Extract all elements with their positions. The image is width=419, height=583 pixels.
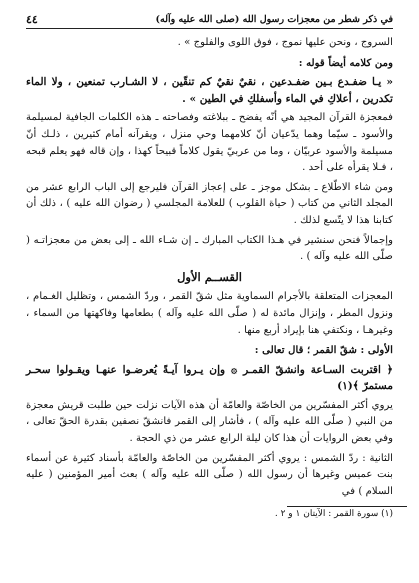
quoted-saying: « يـا ضفـدع بـين ضفـدعين ، نقيٌ نقيٌ كم تنقّين ، لا الشـارب تمنعين ، ولا الماء تكدرين ، أعلاكِ في الماء وأسفلكِ في الطين » . (26, 76, 393, 105)
page-header (26, 10, 393, 29)
quran-verse: ﴿ اقتربت السـاعة وانشقّ القمـر ۞ وإن يـروا آيـةً يُعرضـوا عنهـا ويقـولوا سحـر مستمرّ ﴾(١) (26, 363, 393, 393)
paragraph: الثانية : ردّ الشمس : يروي أكثر المفسّرين من الخاصّة والعامّة بأسناد كثيرة عن أسماء بنت عميس وغيرها أن رسول الله ( صلّى الله عليه وآله ) بعث أمير المؤمنين ( عليه السلام ) في (26, 452, 393, 497)
subsection-heading: الأولى : شقّ القمر ؛ قال تعالى : (254, 344, 393, 357)
footnote-divider (287, 506, 407, 507)
page-header-title: في ذكر شطر من معجزات رسول الله (صلى الله عليه وآله) (155, 13, 393, 25)
paragraph: ومن شاء الاطّلاع ـ بشكل موجز ـ على إعجاز القرآن فليرجع إلى الباب الرابع عشر من المجلد الثاني من كتاب ( حياة القلوب ) للعلامة المجلسي ( رضوان الله عليه ) ، ذلك أن كتابنا هذا لا يتّسع لذلك . (26, 181, 393, 226)
paragraph: يروي أكثر المفسّرين من الخاصّة والعامّة أن هذه الآيات نزلت حين طلبت قريش معجزة من النبي ( صلّى الله عليه وآله ) ، فأشار إلى القمر فانشقّ نصفين بقدرة الحقّ تعالى ، وفي بعض الروايات أن هذا كان ليلة الرابع عشر من ذي الحجة . (26, 399, 393, 445)
page-body (26, 35, 393, 500)
paragraph: وإجمالاً فنحن سنشير في هـذا الكتاب المبارك ـ إن شـاء الله ـ إلى بعض من معجزاتـه ( صلّى الله عليه وآله ) . (26, 234, 393, 263)
paragraph: السروج ، ونحن عليها نموج ، فوق اللوى والفلوج » . (177, 37, 393, 48)
page-number: ٤٤ (26, 12, 38, 26)
paragraph: المعجزات المتعلقة بالأجرام السماوية مثل شقّ القمر ، وردّ الشمس ، وتظليل الغـمام ، ونزول المطر ، وإنزال مائدة له ( صلّى الله عليه وآله ) بطعامها وفاكهتها من السماء ، وغيرهـا ، ونكتفي هنا بإيراد أربع منها . (26, 291, 393, 336)
section-title: القســم الأول (177, 269, 242, 284)
footnote: (١) سورة القمر : الآيتان ١ و ٢ . (274, 509, 393, 520)
paragraph: ومن كلامه أيضاً قوله : (298, 56, 393, 69)
paragraph: فمعجزة القرآن المجيد هي أنّه يفضح ـ ببلاغته وفصاحته ـ هذه الكلمات الجافية لمسيلمة والأسود ـ سيّما وهما يدّعيان أنّ كلامهما وحي منزل ، ويقرآنه أمام كثيرين ، ذلـك أنّ مسيلمة والأسود عربيّان ، وما من عربيّ يقول كلاماً قبيحاً كهذا ، وإن قاله فهو يعلم قبحه ، فـلا يقرأه على أحد . (26, 112, 393, 174)
